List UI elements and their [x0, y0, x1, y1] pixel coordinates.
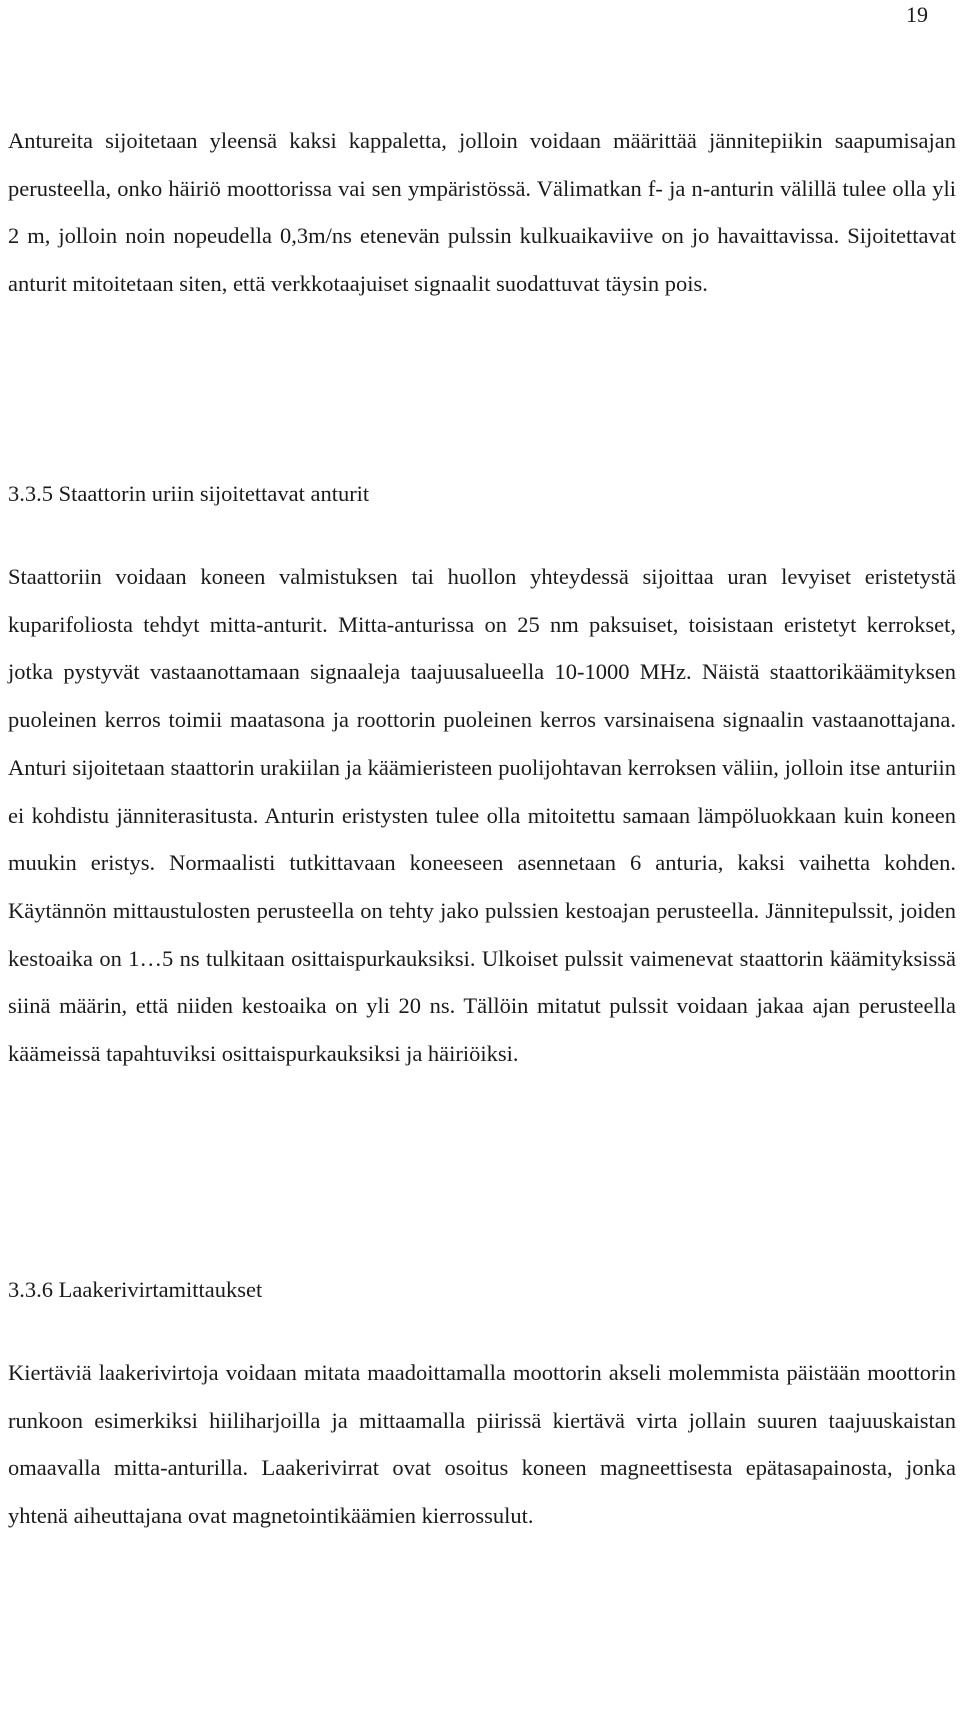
page-number: 19: [906, 2, 928, 27]
section-heading-bearing-current-measurements: 3.3.6 Laakerivirtamittaukset: [8, 1277, 263, 1302]
paragraph-sensor-placement: Antureita sijoitetaan yleensä kaksi kappaletta, jolloin voidaan määrittää jännitepiikin saapumisajan perusteella, onko häiriö moottorissa vai sen ympäristössä. Välimatkan f- ja n-anturin välillä tulee olla yli 2 m, jolloin noin nopeudella 0,3m/ns etenevän pulssin kulkuaikaviive on jo havaittavissa. Sijoitettavat anturit mitoitetaan siten, että verkkotaajuiset signaalit suodattuvat täysin pois.: [8, 128, 956, 297]
paragraph-stator-slot-sensors: Staattoriin voidaan koneen valmistuksen tai huollon yhteydessä sijoittaa uran levyiset eristetystä kuparifoliosta tehdyt mitta-anturit. Mitta-anturissa on 25 nm paksuiset, toisistaan eristetyt kerrokset, jotka pystyvät vastaanottamaan signaaleja taajuusalueella 10-1000 MHz. Näistä staattorikäämityksen puoleinen kerros toimii maatasona ja roottorin puoleinen kerros varsinaisena signaalin vastaanottajana. Anturi sijoitetaan staattorin urakiilan ja käämieristeen puolijohtavan kerroksen väliin, jolloin itse anturiin ei kohdistu jänniterasitusta. Anturin eristysten tulee olla mitoitettu samaan lämpöluokkaan kuin koneen muukin eristys. Normaalisti tutkittavaan koneeseen asennetaan 6 anturia, kaksi vaihetta kohden. Käytännön mittaustulosten perusteella on tehty jako pulssien kestoajan perusteella. Jännitepulssit, joiden kestoaika on 1…5 ns tulkitaan osittaispurkauksiksi. Ulkoiset pulssit vaimenevat staattorin käämityksissä siinä määrin, että niiden kestoaika on yli 20 ns. Tällöin mitatut pulssit voidaan jakaa ajan perusteella käämeissä tapahtuviksi osittaispurkauksiksi ja häiriöiksi.: [8, 564, 956, 1067]
section-heading-stator-slot-sensors: 3.3.5 Staattorin uriin sijoitettavat anturit: [8, 481, 370, 506]
paragraph-bearing-currents: Kiertäviä laakerivirtoja voidaan mitata maadoittamalla moottorin akseli molemmista päistään moottorin runkoon esimerkiksi hiiliharjoilla ja mittaamalla piirissä kiertävä virta jollain suuren taajuuskaistan omaavalla mitta-anturilla. Laakerivirrat ovat osoitus koneen magneettisesta epätasapainosta, jonka yhtenä aiheuttajana ovat magnetointikäämien kierrossulut.: [8, 1360, 956, 1529]
